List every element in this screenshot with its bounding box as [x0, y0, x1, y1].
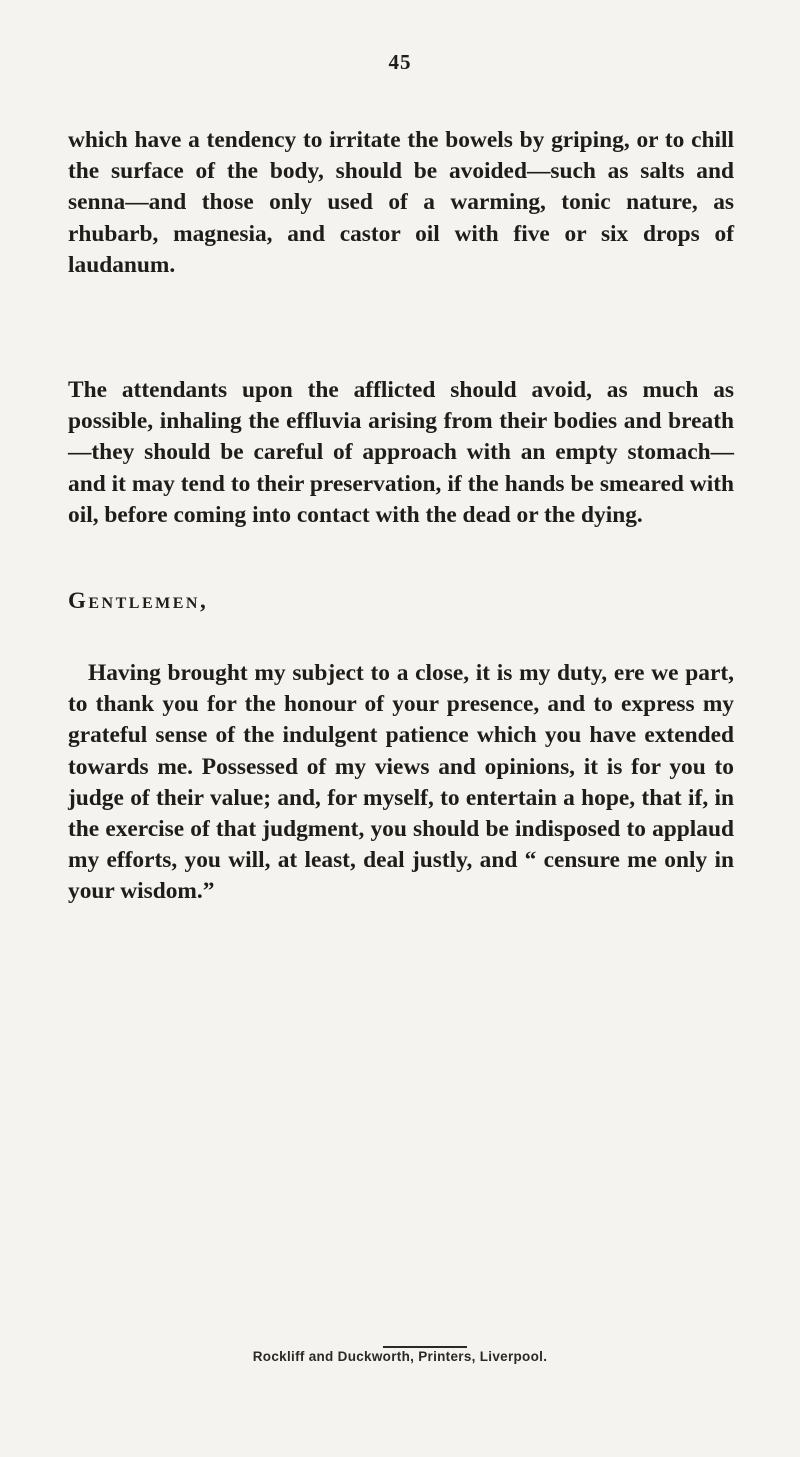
- closing-paragraph: Having brought my subject to a close, it is my duty, ere we part, to thank you for the honour of your presence, and to express my grateful sense of the indulgent patience which you have extended towards me. Possessed of my views and opinions, it is for you to judge of their value; and, for myself, to entertain a hope, that if, in the exercise of that judgment, you should be indisposed to applaud my efforts, you will, at least, deal justly, and “ censure me only in your wisdom.”: [68, 660, 734, 905]
- salutation: Gentlemen,: [68, 588, 209, 613]
- page-number: 45: [388, 50, 412, 74]
- body-paragraph: which have a tendency to irritate the bowels by griping, or to chill the surface of the body, should be avoided—such as salts and senna—and those only used of a warming, tonic nature, as rhubarb, magnesia, and castor oil with five or six drops of laudanum.: [68, 127, 734, 278]
- body-paragraph: The attendants upon the afflicted should avoid, as much as possible, inhaling the effluvia arising from their bodies and breath—they should be careful of approach with an empty stomach—and it may tend to their preservation, if the hands be smeared with oil, before coming into contact with the dead or the dying.: [68, 377, 734, 528]
- printer-divider: [383, 1346, 467, 1348]
- printer-imprint: Rockliff and Duckworth, Printers, Liverpool.: [252, 1349, 548, 1364]
